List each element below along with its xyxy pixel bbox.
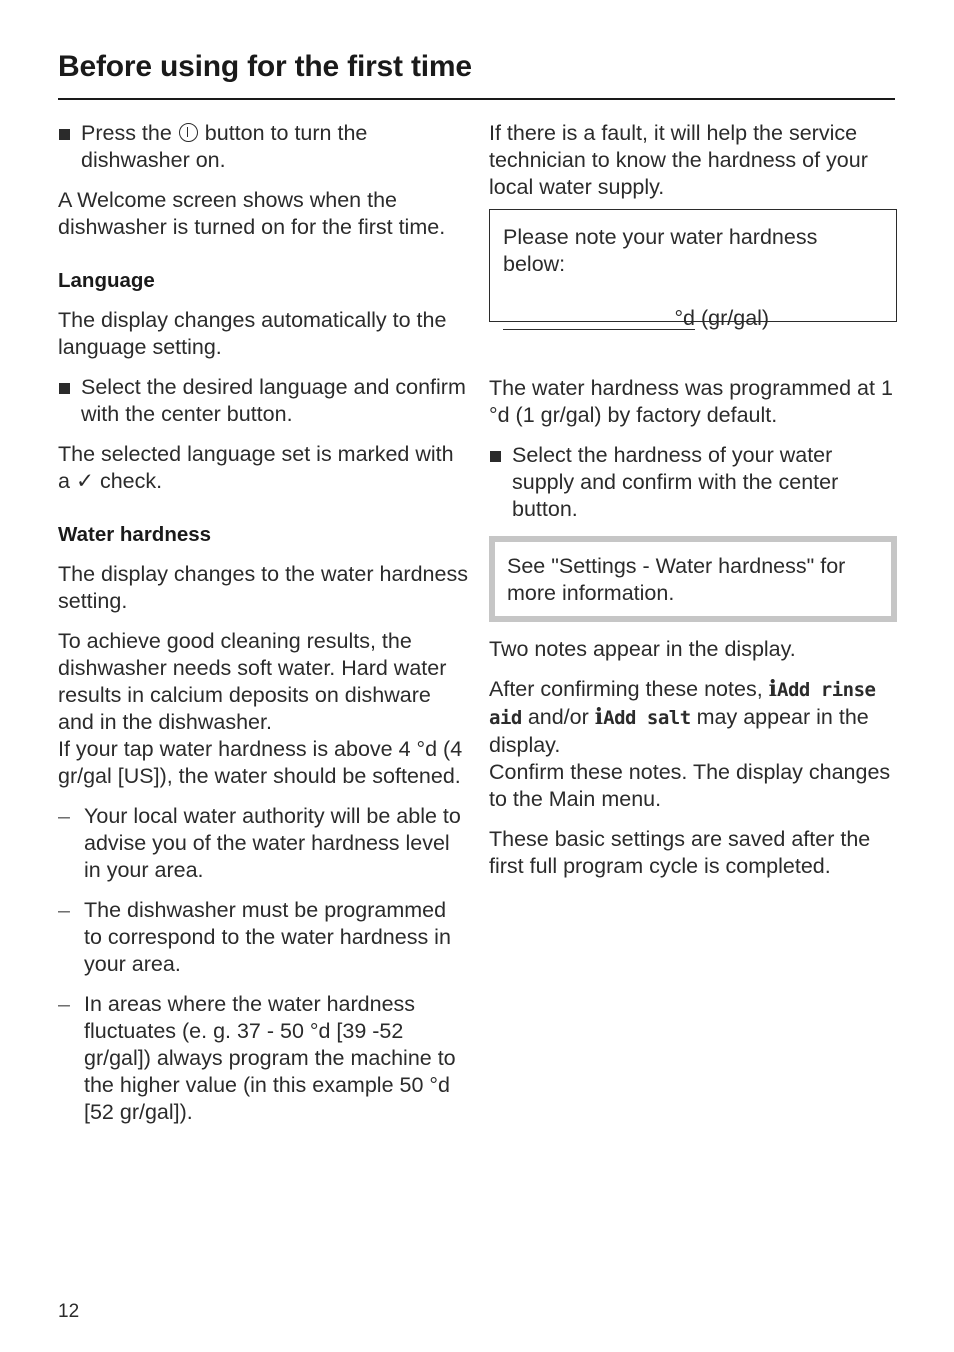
note-box-blank-line	[503, 305, 884, 332]
info-box-text: See "Settings - Water hardness" for more information.	[507, 554, 846, 605]
info-icon: i	[594, 704, 604, 730]
language-heading: Language	[58, 269, 155, 292]
dash-item-fluctuates: – In areas where the water hardness fluctuates (e. g. 37 - 50 °d [39 -52 gr/gal]) always program the machine to the higher value (in this example 50 °d [52 gr/gal]).	[58, 991, 468, 1126]
hardness-unit: °d	[674, 306, 695, 330]
after-confirm-text: After confirming these notes,	[489, 677, 763, 701]
saved-paragraph: These basic settings are saved after the first full program cycle is completed.	[489, 827, 871, 878]
press-text: Press the	[81, 121, 172, 145]
power-on-instruction	[58, 120, 468, 174]
left-column	[58, 120, 468, 1139]
note-box-text: Please note your water hardness below:	[503, 225, 818, 276]
select-hardness-instruction: Select the hardness of your water supply and confirm with the center button.	[489, 442, 897, 523]
title-rule	[58, 98, 895, 100]
fault-paragraph: If there is a fault, it will help the service technician to know the hardness of your local water supply.	[489, 121, 868, 199]
softening-text: If your tap water hardness is above 4 °d (4 gr/gal [US]), the water should be softened.	[58, 737, 463, 788]
cleaning-text: To achieve good cleaning results, the dishwasher needs soft water. Hard water results in calcium deposits on dishware and in the dishwasher.	[58, 629, 447, 734]
add-rinse-aid-display: Add rinse aid	[489, 679, 876, 729]
check-icon: ✓	[75, 469, 94, 493]
hardness-unit-suffix: (gr/gal)	[700, 306, 770, 330]
two-notes-paragraph: Two notes appear in the display.	[489, 637, 796, 661]
power-icon	[179, 123, 198, 142]
water-hardness-heading: Water hardness	[58, 523, 212, 546]
page-title: Before using for the first time	[58, 50, 472, 83]
info-icon: i	[768, 676, 778, 702]
page-number: 12	[58, 1301, 80, 1322]
add-salt-display: Add salt	[603, 707, 691, 729]
welcome-paragraph: A Welcome screen shows when the dishwasher is turned on for the first time.	[58, 188, 446, 239]
factory-paragraph: The water hardness was programmed at 1 °d (1 gr/gal) by factory default.	[489, 376, 893, 427]
language-marked-text: The selected language set is marked with a	[58, 442, 454, 493]
language-marked-paragraph	[58, 441, 468, 495]
and-or-text: and/or	[527, 705, 589, 729]
after-confirm-after: may appear in the display.	[489, 705, 869, 757]
cleaning-paragraph	[58, 628, 468, 790]
settings-info-box	[489, 536, 897, 622]
language-marked-after: check.	[99, 469, 163, 493]
right-column	[489, 120, 897, 893]
language-paragraph: The display changes automatically to the language setting.	[58, 308, 447, 359]
dash-item-authority: – Your local water authority will be able to advise you of the water hardness level in your area.	[58, 803, 468, 884]
hardness-blank	[503, 307, 695, 330]
hardness-paragraph: The display changes to the water hardness setting.	[58, 562, 468, 613]
language-instruction: Select the desired language and confirm with the center button.	[58, 374, 468, 428]
confirm-text: Confirm these notes. The display changes to the Main menu.	[489, 760, 891, 811]
after-confirm-paragraph	[489, 676, 897, 813]
water-hardness-note-box	[489, 209, 897, 330]
dash-item-programmed: – The dishwasher must be programmed to correspond to the water hardness in your area.	[58, 897, 468, 978]
press-text-after: button to turn the dishwasher on.	[81, 121, 368, 172]
